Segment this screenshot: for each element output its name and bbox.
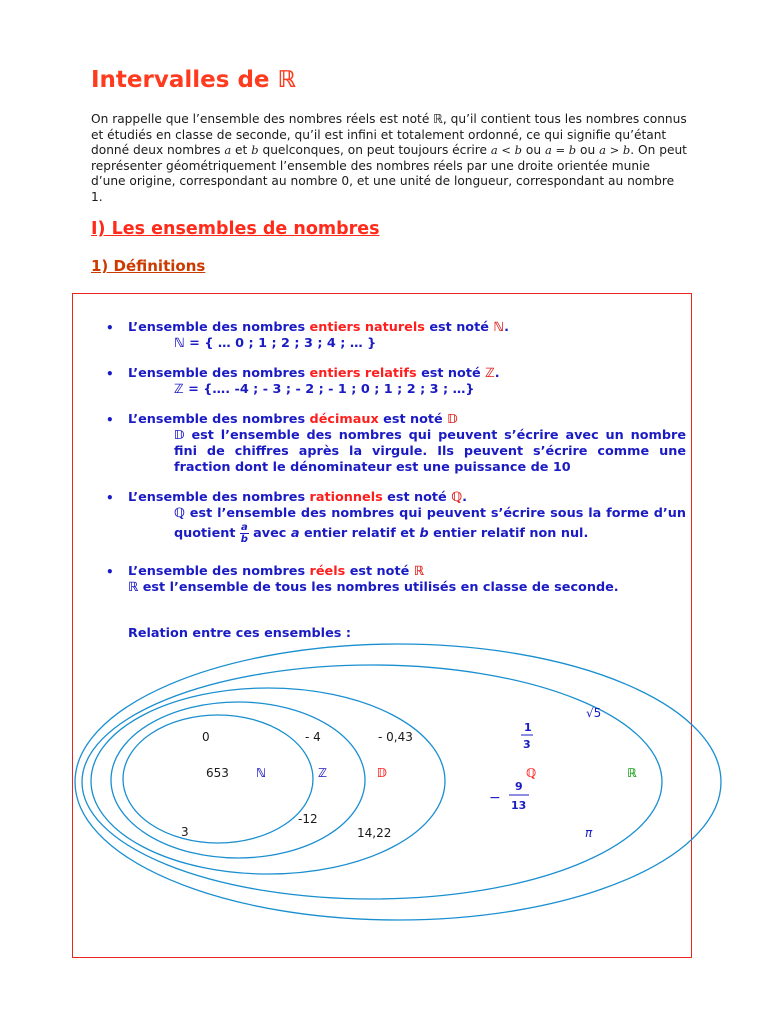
definition-naturals: • L’ensemble des nombres entiers naturels est noté ℕ. ℕ = { … 0 ; 1 ; 2 ; 3 ; 4 ; … } [128, 320, 686, 352]
number-minus4: - 4 [305, 730, 321, 744]
number-pi: π [585, 826, 593, 840]
fraction-thirteen: 13 [511, 799, 527, 812]
number-1422: 14,22 [357, 826, 392, 840]
bullet-icon: • [106, 367, 114, 381]
page-title: Intervalles de ℝ [91, 67, 296, 93]
bullet-icon: • [106, 565, 114, 579]
number-sqrt5: √5 [586, 706, 602, 720]
label-Q: ℚ [526, 766, 537, 780]
bullet-icon: • [106, 321, 114, 335]
bullet-icon: • [106, 413, 114, 427]
integers-example: ℤ = {…. -4 ; - 3 ; - 2 ; - 1 ; 0 ; 1 ; 2 ; 3 ; …} [174, 382, 475, 397]
number-minus12: -12 [298, 812, 318, 826]
number-three: 3 [181, 825, 189, 839]
section-heading: I) Les ensembles de nombres [91, 219, 380, 239]
relation-caption: Relation entre ces ensembles : [128, 626, 351, 641]
fraction-three: 3 [523, 738, 531, 751]
intro-paragraph: On rappelle que l’ensemble des nombres réels est noté ℝ, qu’il contient tous les nombres connus et étudiés en classe de seconde, qu’il est infini et totalement ordonné, ce qui signifie qu’étant donné deux nombres a et b quelconques, on peut toujours écrire a < b ou a = b ou a > b. On peut représenter géométriquement l’ensemble des nombres réels par une droite orientée munie d’une origine, correspondant au nombre 0, et une unité de longueur, correspondant au nombre 1. [91, 112, 687, 204]
fraction-nine: 9 [515, 780, 523, 793]
reals-description: ℝ est l’ensemble de tous les nombres utilisés en classe de seconde. [128, 580, 619, 595]
definition-rationals: • L’ensemble des nombres rationnels est noté ℚ. ℚ est l’ensemble des nombres qui peuvent s’écrire sous la forme d’un quotient $\frac{a}{b}$ avec a entier relatif et b entier relatif non nul. [106, 490, 686, 545]
fraction-one: 1 [524, 721, 532, 734]
bullet-icon: • [106, 491, 114, 505]
number-653: 653 [206, 766, 229, 780]
ellipse-D [91, 688, 445, 874]
decimals-description: 𝔻 est l’ensemble des nombres qui peuvent s’écrire avec un nombre fini de chiffres après la virgule. Ils peuvent s’écrire comme une fraction dont le dénominateur est une puissance de 10 [174, 428, 686, 475]
ellipse-R [75, 644, 721, 920]
ellipse-Z [111, 702, 365, 858]
rationals-description: ℚ est l’ensemble des nombres qui peuvent s’écrire sous la forme d’un quotient $\frac{a}{b}$ avec a entier relatif et b entier relatif non nul. [174, 506, 686, 545]
naturals-example: ℕ = { … 0 ; 1 ; 2 ; 3 ; 4 ; … } [174, 336, 377, 351]
definition-decimals: • L’ensemble des nombres décimaux est noté 𝔻 𝔻 est l’ensemble des nombres qui peuvent s’écrire avec un nombre fini de chiffres après la virgule. Ils peuvent s’écrire comme une fraction dont le dénominateur est une puissance de 10 [106, 412, 686, 475]
label-Z: ℤ [318, 766, 328, 780]
ellipse-Q [82, 665, 662, 899]
label-R: ℝ [627, 766, 637, 780]
subsection-heading: 1) Définitions [91, 257, 206, 275]
definition-reals: • L’ensemble des nombres réels est noté ℝ ℝ est l’ensemble de tous les nombres utilisés en classe de seconde. [128, 564, 686, 596]
label-D: 𝔻 [377, 766, 387, 780]
definition-integers: • L’ensemble des nombres entiers relatifs est noté ℤ. ℤ = {…. -4 ; - 3 ; - 2 ; - 1 ; 0 ; 1 ; 2 ; 3 ; …} [128, 366, 686, 398]
number-zero: 0 [202, 730, 210, 744]
label-N: ℕ [256, 766, 267, 780]
fraction-a-over-b: $\frac{a}{b}$ [240, 522, 248, 545]
minus-sign: − [489, 790, 501, 806]
number-minus043: - 0,43 [378, 730, 413, 744]
